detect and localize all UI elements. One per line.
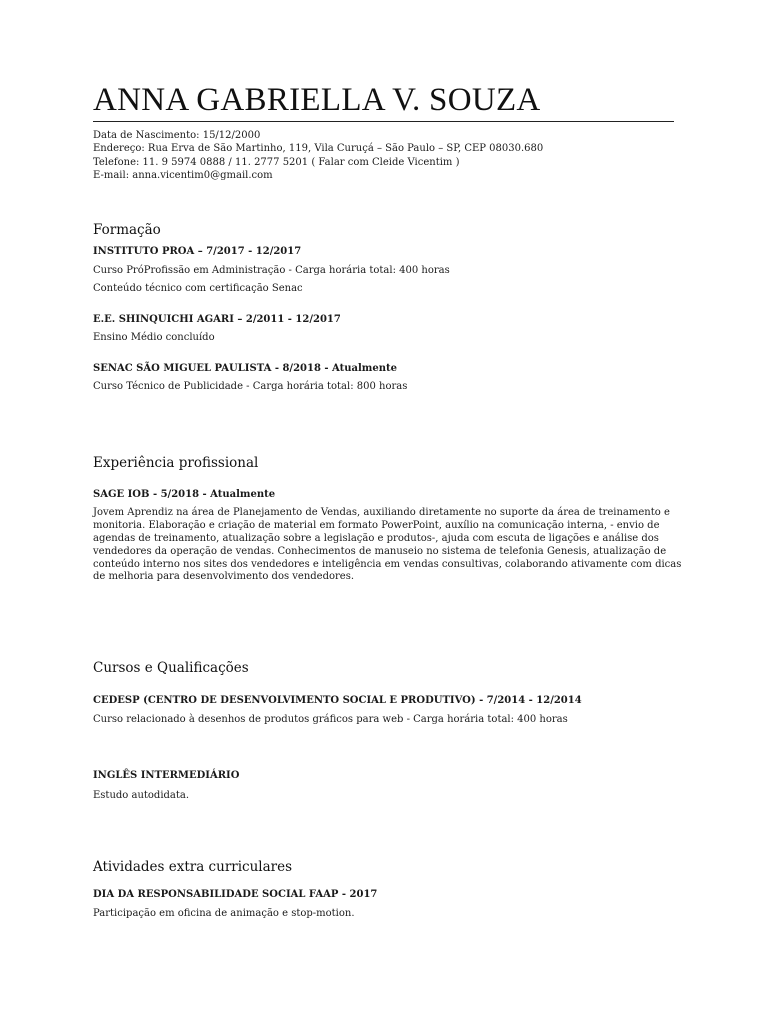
entry-head: SENAC SÃO MIGUEL PAULISTA - 8/2018 - Atualmente <box>93 363 397 374</box>
entry-paragraph <box>93 507 682 584</box>
entry-head: DIA DA RESPONSABILIDADE SOCIAL FAAP - 2017 <box>93 889 378 900</box>
birth-date: Data de Nascimento: 15/12/2000 <box>93 130 261 141</box>
section-title-cursos: Cursos e Qualificações <box>93 660 249 676</box>
paragraph-line: de melhoria para desenvolvimento dos vendedores. <box>93 571 355 583</box>
address: Endereço: Rua Erva de São Martinho, 119, Vila Curuçá – São Paulo – SP, CEP 08030.680 <box>93 143 544 155</box>
entry-line: Estudo autodidata. <box>93 790 190 801</box>
entry-line: Curso Técnico de Publicidade - Carga horária total: 800 horas <box>93 381 408 392</box>
entry-line: Curso relacionado à desenhos de produtos gráficos para web - Carga horária total: 400 horas <box>93 714 568 725</box>
paragraph-line: agendas de treinamento, atualização sobre a legislação e produtos-, ajuda com escuta de ligações e análise dos <box>93 532 659 544</box>
section-title-atividades: Atividades extra curriculares <box>93 859 293 875</box>
entry-head: INSTITUTO PROA – 7/2017 - 12/2017 <box>93 246 302 257</box>
entry-head: SAGE IOB - 5/2018 - Atualmente <box>93 489 276 500</box>
header-divider <box>93 121 674 122</box>
entry-line: Participação em oficina de animação e stop-motion. <box>93 908 355 919</box>
candidate-name: ANNA GABRIELLA V. SOUZA <box>93 82 541 118</box>
section-title-formacao: Formação <box>93 222 161 238</box>
entry-line: Conteúdo técnico com certificação Senac <box>93 283 303 294</box>
paragraph-line: conteúdo interno nos sites dos vendedores e inteligência em vendas consultivas, colaborando ativamente com dicas <box>93 558 682 570</box>
paragraph-line: vendedores da operação de vendas. Conhecimentos de manuseio no sistema de telefonia Genesis, atualização de <box>93 545 667 557</box>
resume-page <box>93 0 682 1024</box>
section-title-experiencia: Experiência profissional <box>93 455 259 471</box>
phone: Telefone: 11. 9 5974 0888 / 11. 2777 5201 ( Falar com Cleide Vicentim ) <box>93 156 460 168</box>
entry-head: CEDESP (CENTRO DE DESENVOLVIMENTO SOCIAL E PRODUTIVO) - 7/2014 - 12/2014 <box>93 695 582 706</box>
entry-head: E.E. SHINQUICHI AGARI – 2/2011 - 12/2017 <box>93 314 341 325</box>
paragraph-line: Jovem Aprendiz na área de Planejamento de Vendas, auxiliando diretamente no suporte da área de treinamento e <box>93 507 670 518</box>
entry-line: Curso PróProfissão em Administração - Carga horária total: 400 horas <box>93 265 450 276</box>
entry-line: Ensino Médio concluído <box>93 332 215 343</box>
entry-head: INGLÊS INTERMEDIÁRIO <box>93 770 240 781</box>
email: E-mail: anna.vicentim0@gmail.com <box>93 170 273 182</box>
paragraph-line: monitoria. Elaboração e criação de material em formato PowerPoint, auxílio na comunicação interna, - envio de <box>93 519 660 531</box>
contact-block <box>93 129 543 183</box>
